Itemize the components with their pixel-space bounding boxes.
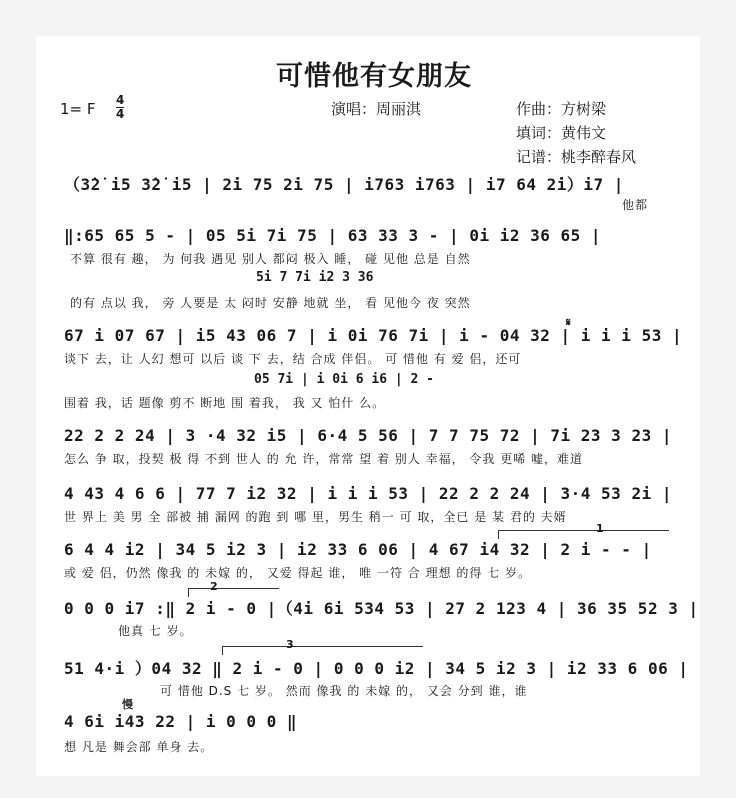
lyric-line: 他真 七 岁。: [118, 624, 193, 638]
notation-line: 4 43 4 6 6 | 77 7 i2 32 | i i i 53 | 22 2 2 24 | 3·4 53 2i |: [64, 484, 672, 503]
volta-label: 2: [210, 580, 218, 593]
lyric-line: 怎么 争 取，投契 极 得 不到 世人 的 允 许，常常 望 着 别人 幸福， 令我 更唏 嘘，难道: [64, 452, 584, 466]
notation-line: （3̇2̇ i5 3̇2̇ i5 | 2̇i 75 2̇i 75 | i763 i763 | i7 64 2̇i）i7 |: [64, 175, 624, 194]
composer: 作曲：方树梁: [516, 100, 607, 118]
notation-line: 6 4 4 i2 | 34 5 i2 3 | i2 33 6 06 | 4 67 i4 32 | 2 i - - |: [64, 540, 652, 559]
notation-line: 51 4·i ）04 32 ‖ 2 i - 0 | 0 0 0 i2 | 34 5 i2 3 | i2 33 6 06 |: [64, 659, 689, 678]
notation-line: 0 0 0 i7 :‖ 2 i - 0 |（4i 6i 534 53 | 27 2 123 4 | 36 35 52 3 |: [64, 599, 699, 618]
volta-label: 1: [596, 522, 604, 535]
singer: 演唱：周丽淇: [331, 100, 422, 118]
volta-label: 3: [286, 638, 294, 651]
volta-bracket: [222, 646, 423, 655]
score-sheet: [36, 36, 700, 776]
lyric-line: 可 惜他 D.S 七 岁。 然而 像我 的 未嫁 的， 又会 分到 谁，谁: [160, 684, 528, 698]
lyric-line: 不算 很有 趣， 为 何我 遇见 别人 都闷 极入 睡， 碰 见他 总是 自然: [70, 252, 471, 266]
time-bottom: 4: [116, 107, 125, 121]
tempo-mark: 慢: [122, 698, 133, 711]
notation-line: ‖:65 65 5 - | 05 5i 7i 75 | 63 33 3 - | 0i i2 36 65 |: [64, 226, 602, 245]
lyric-line: 他都: [622, 198, 649, 212]
lyric-line: 谈下 去，让 人幻 想可 以后 谈 下 去，结 合成 伴侣。 可 惜他 有 爱 侣，还可: [64, 352, 522, 366]
song-title: 可惜他有女朋友: [276, 61, 472, 92]
key-signature: 1= F: [60, 100, 96, 118]
alt-notation: 5i 7 7i i2 3 36: [256, 270, 374, 285]
segno-icon: 𝄋: [566, 316, 571, 329]
transcriber: 记谱：桃李醉春风: [516, 148, 637, 166]
time-top: 4: [116, 93, 125, 107]
lyric-line-2: 围着 我，话 题像 剪不 断地 围 着我， 我 又 怕什 么。: [64, 396, 386, 410]
time-signature: [116, 94, 124, 121]
lyric-line-2: 的有 点以 我， 旁 人要是 太 闷时 安静 地就 坐， 看 见他今 夜 突然: [70, 296, 471, 310]
volta-bracket: [498, 530, 669, 539]
lyric-line: 想 凡是 舞会部 单身 去。: [64, 740, 214, 754]
notation-line: 4 6i i43 22 | i 0 0 0 ‖: [64, 712, 298, 731]
lyricist: 填词：黄伟文: [516, 124, 607, 142]
alt-notation: 05 7i | i 0i 6 i6 | 2 -: [254, 372, 435, 387]
notation-line: 67 i 07 67 | i5 43 06 7 | i 0i 76 7i | i - 04 32 | i i i 53 |: [64, 326, 683, 345]
lyric-line: 世 界上 美 男 全 部被 捕 漏网 的跑 到 哪 里，男生 稍一 可 取，全已 是 某 君的 夫婿: [64, 510, 567, 524]
notation-line: 22 2 2 24 | 3 ·4 32 i5 | 6·4 5 56 | 7 7 75 72 | 7i 23 3 23 |: [64, 426, 672, 445]
lyric-line: 或 爱 侣，仍然 像我 的 未嫁 的， 又爱 得起 谁， 唯 一符 合 理想 的得 七 岁。: [64, 566, 532, 580]
